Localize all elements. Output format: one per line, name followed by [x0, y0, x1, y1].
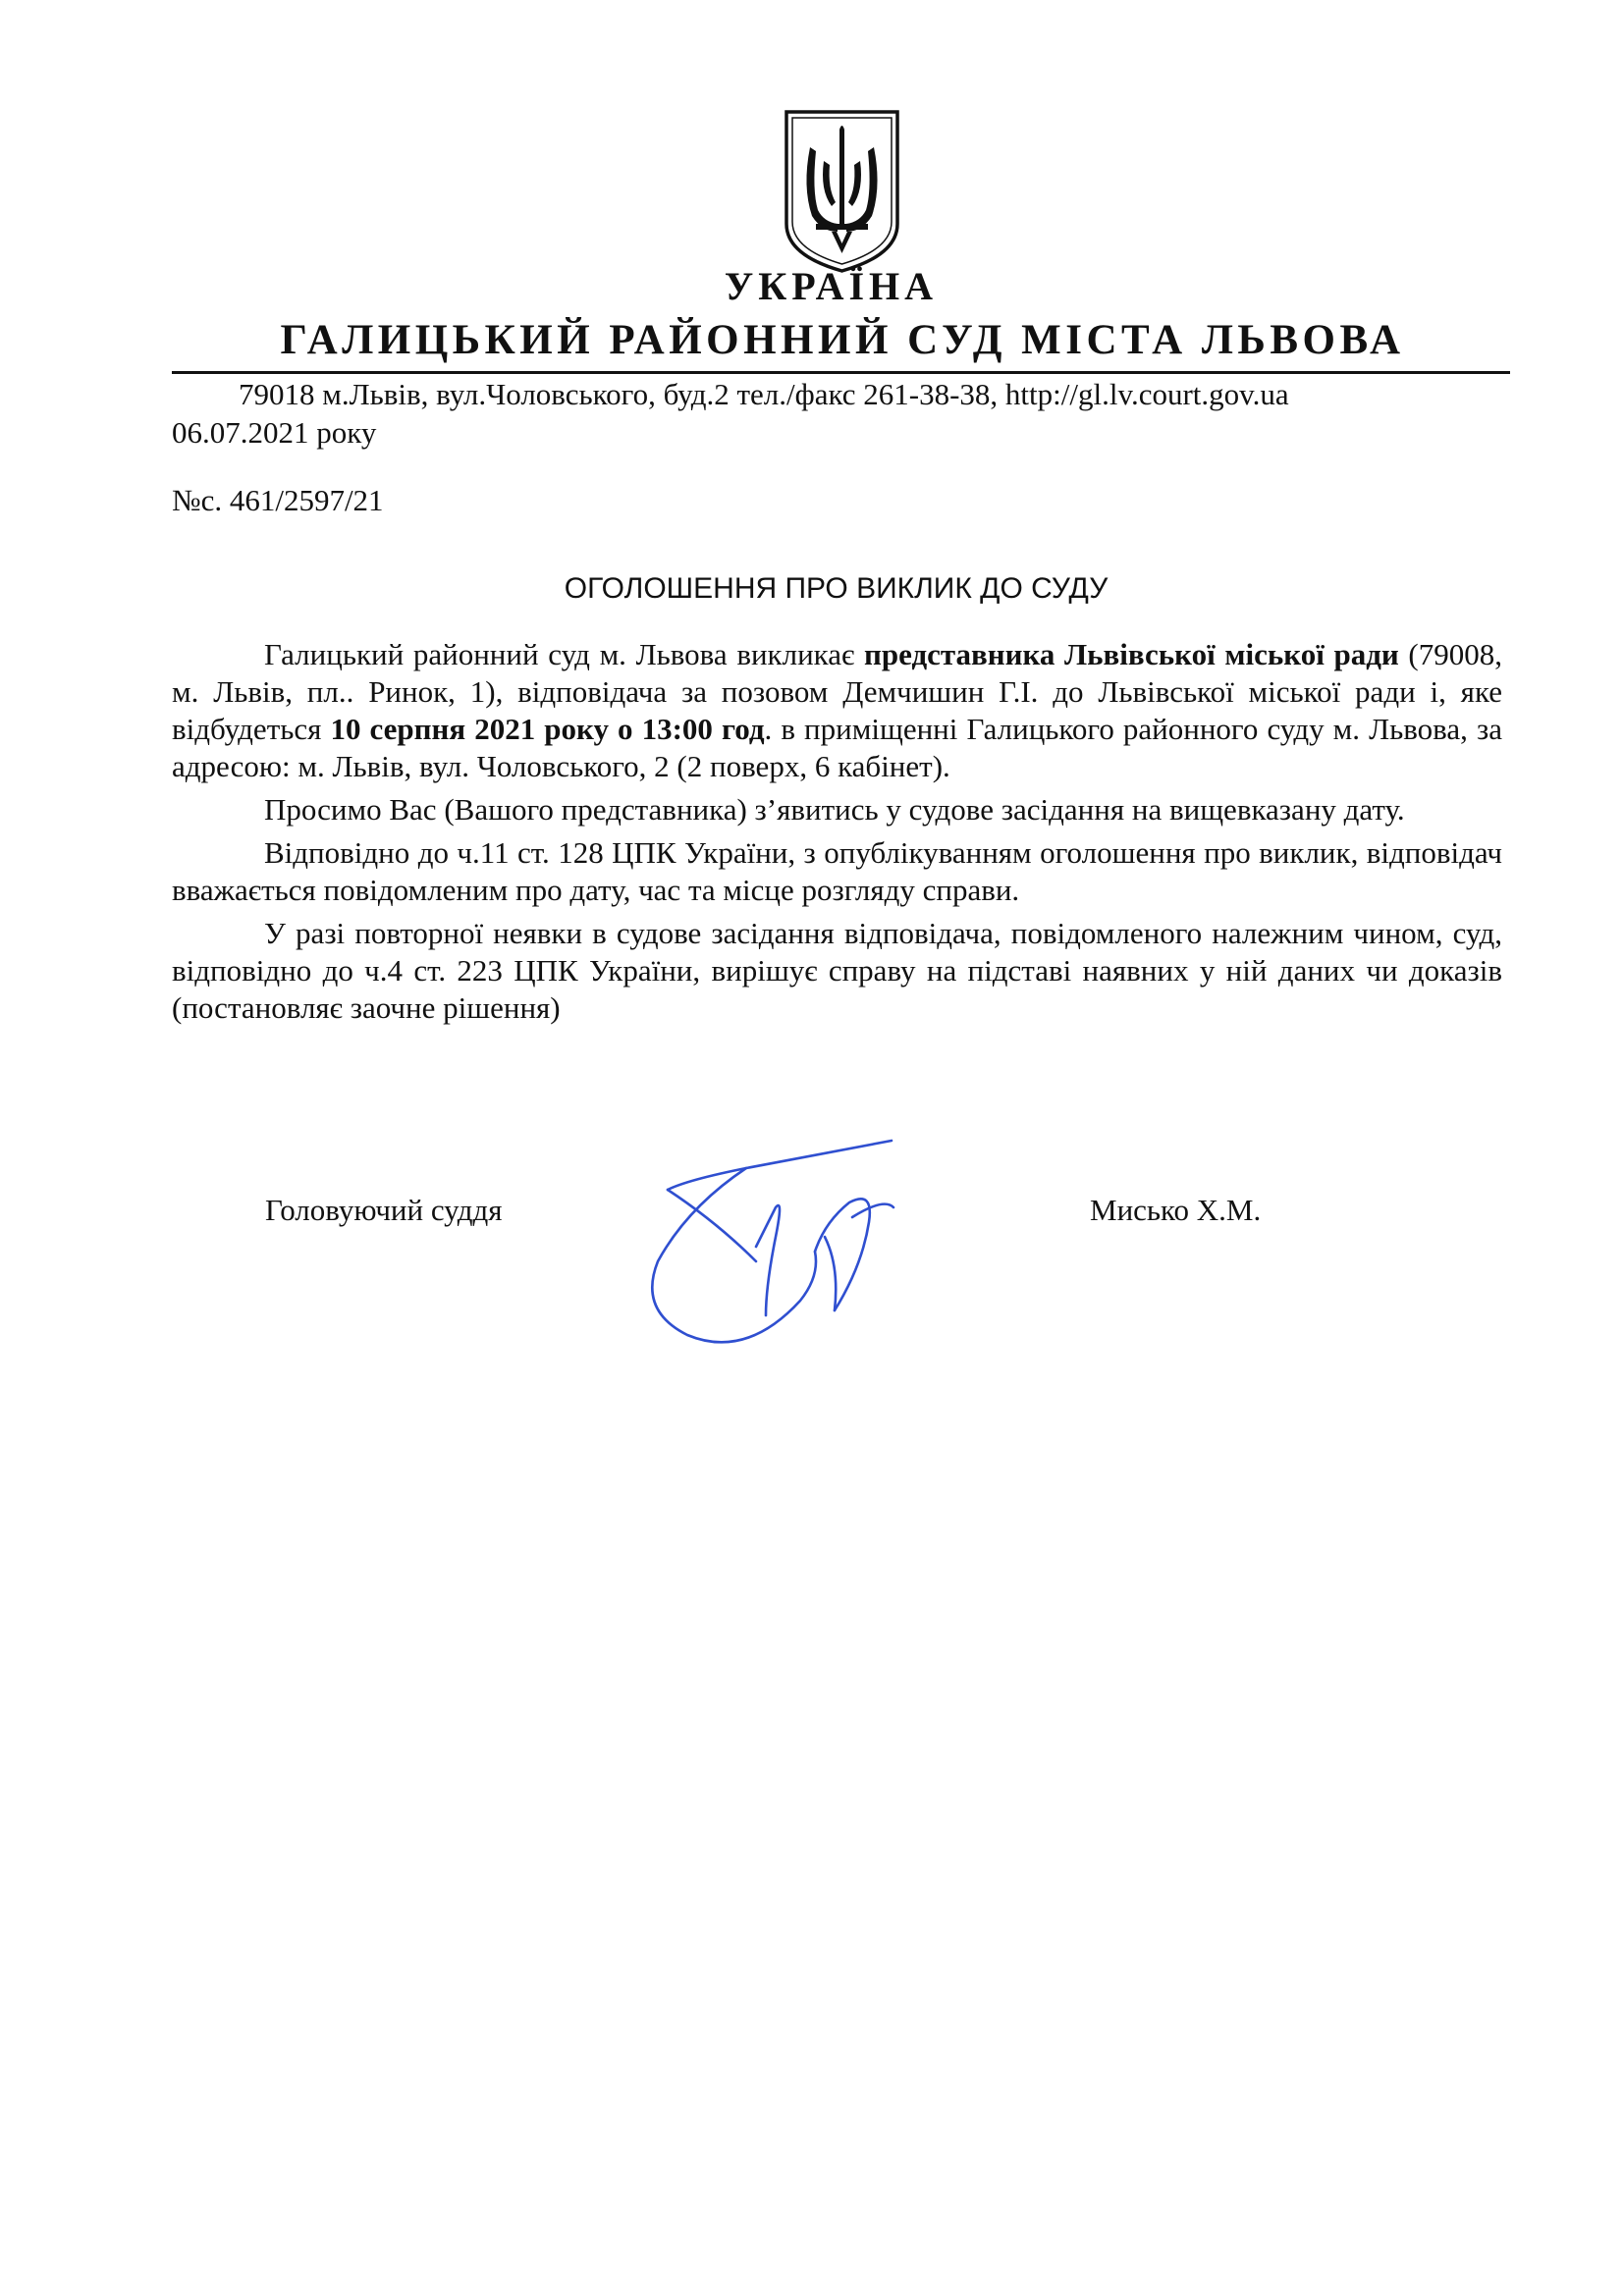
- paragraph-consequence: У разі повторної неявки в судове засідання відповідача, повідомленого належним чином, суд, відповідно до ч.4 ст. 223 ЦПК України, вирішує справу на підставі наявних у ній даних чи доказів (постановляє заочне рішення): [172, 916, 1502, 1025]
- document-date: 06.07.2021 року: [172, 415, 377, 450]
- summoned-party: представника Львівської міської ради: [864, 637, 1399, 671]
- court-name: ГАЛИЦЬКИЙ РАЙОННИЙ СУД МІСТА ЛЬВОВА: [280, 317, 1405, 363]
- paragraph-request: Просимо Вас (Вашого представника) з’явитись у судове засідання на вищевказану дату.: [264, 792, 1405, 827]
- ukraine-trident-coat-of-arms-icon: [781, 108, 903, 275]
- handwritten-signature-icon: [628, 1129, 923, 1364]
- paragraph-summons: Галицький районний суд м. Львова викликає представника Львівської міської ради (79008, м. Львів, пл.. Ринок, 1), відповідача за позовом Демчишин Г.І. до Львівської міської ради і, яке відбудеться 10 серпня 2021 року о 13:00 год. в приміщенні Галицького районного суду м. Львова, за адресою: м. Львів, вул. Чоловського, 2 (2 поверх, 6 кабінет).: [172, 637, 1502, 783]
- judge-name: Мисько Х.М.: [1090, 1193, 1262, 1227]
- header-divider: [172, 371, 1510, 374]
- signatory-role: Головуючий суддя: [265, 1193, 503, 1227]
- document-body: [172, 636, 1502, 1027]
- document-title: ОГОЛОШЕННЯ ПРО ВИКЛИК ДО СУДУ: [564, 572, 1109, 605]
- country-name: УКРАЇНА: [724, 264, 939, 308]
- case-number: №с. 461/2597/21: [172, 483, 384, 517]
- paragraph-notice: Відповідно до ч.11 ст. 128 ЦПК України, з опублікуванням оголошення про виклик, відповідач вважається повідомленим про дату, час та місце розгляду справи.: [172, 835, 1502, 907]
- hearing-datetime: 10 серпня 2021 року о 13:00 год: [330, 712, 765, 746]
- court-address: 79018 м.Львів, вул.Чоловського, буд.2 тел./факс 261-38-38, http://gl.lv.court.gov.ua: [239, 377, 1289, 411]
